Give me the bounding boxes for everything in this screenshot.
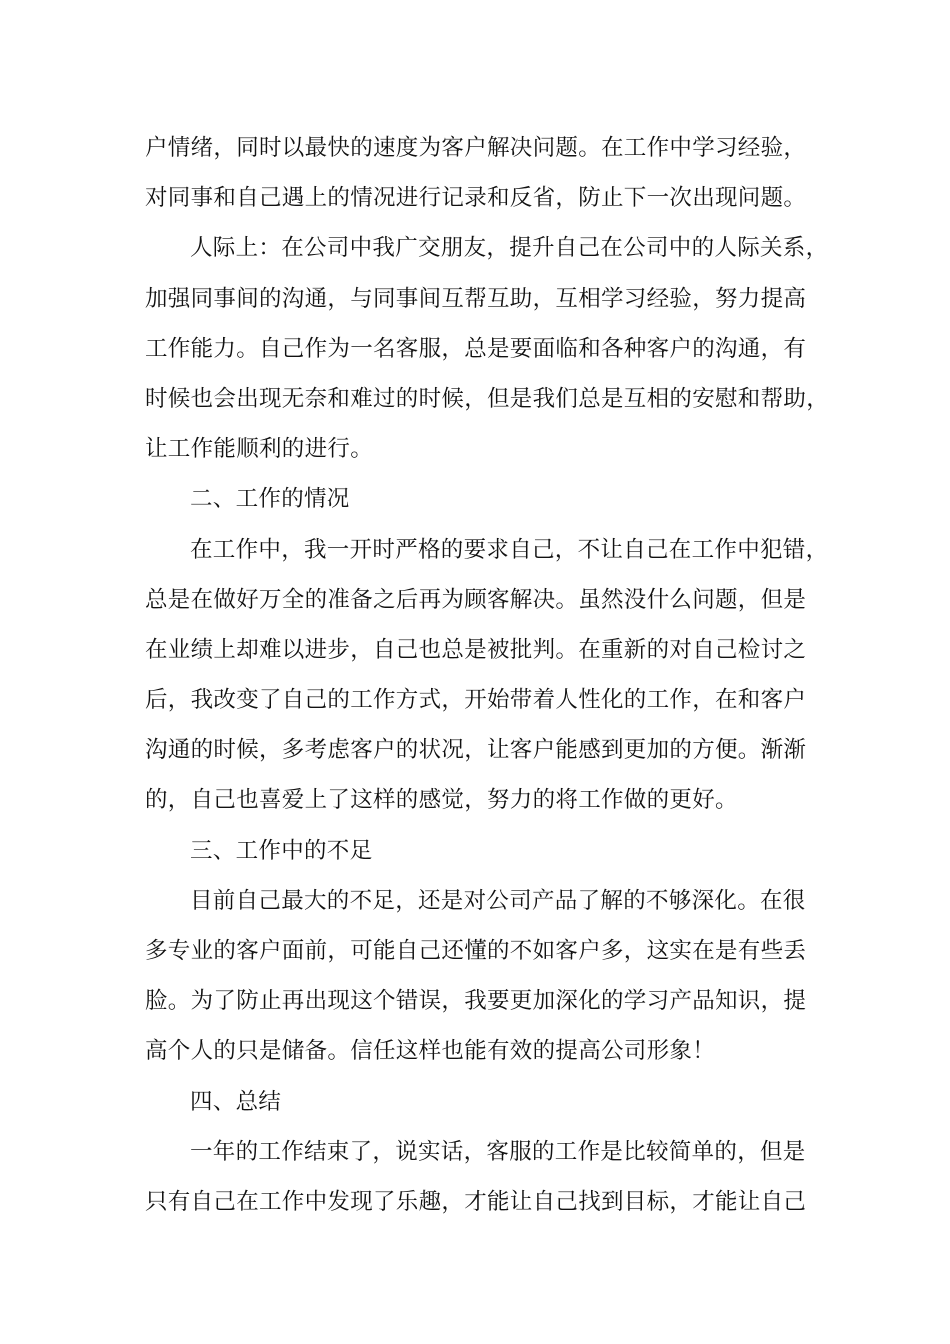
text-line: 时候也会出现无奈和难过的时候，但是我们总是互相的安慰和帮助， <box>145 385 830 412</box>
paragraph-first-line: 三、工作中的不足 <box>190 837 373 864</box>
text-line: 让工作能顺利的进行。 <box>145 436 374 463</box>
paragraph-first-line: 在工作中，我一开时严格的要求自己，不让自己在工作中犯错， <box>190 536 829 563</box>
text-line: 对同事和自己遇上的情况进行记录和反省，防止下一次出现问题。 <box>145 185 807 212</box>
text-line: 高个人的只是储备。信任这样也能有效的提高公司形象！ <box>145 1038 716 1065</box>
text-line: 的，自己也喜爱上了这样的感觉，努力的将工作做的更好。 <box>145 787 738 814</box>
paragraph-first-line: 二、工作的情况 <box>190 486 350 513</box>
paragraph-first-line: 四、总结 <box>190 1088 282 1115</box>
paragraph-first-line: 人际上：在公司中我广交朋友，提升自己在公司中的人际关系， <box>190 235 829 262</box>
paragraph-first-line: 一年的工作结束了，说实话，客服的工作是比较简单的，但是 <box>190 1138 806 1165</box>
text-line: 只有自己在工作中发现了乐趣，才能让自己找到目标，才能让自己 <box>145 1188 807 1215</box>
text-line: 沟通的时候，多考虑客户的状况，让客户能感到更加的方便。渐渐 <box>145 737 807 764</box>
text-line: 多专业的客户面前，可能自己还懂的不如客户多，这实在是有些丢 <box>145 938 807 964</box>
text-line: 加强同事间的沟通，与同事间互帮互助，互相学习经验，努力提高 <box>145 285 807 312</box>
text-line: 后，我改变了自己的工作方式，开始带着人性化的工作，在和客户 <box>145 687 807 714</box>
text-line: 在业绩上却难以进步，自己也总是被批判。在重新的对自己检讨之 <box>145 636 807 663</box>
document-body <box>145 123 830 1227</box>
text-line: 总是在做好万全的准备之后再为顾客解决。虽然没什么问题，但是 <box>145 586 807 613</box>
text-line: 户情绪，同时以最快的速度为客户解决问题。在工作中学习经验， <box>145 135 807 161</box>
text-line: 工作能力。自己作为一名客服，总是要面临和各种客户的沟通，有 <box>145 335 807 362</box>
paragraph-first-line: 目前自己最大的不足，还是对公司产品了解的不够深化。在很 <box>190 887 806 914</box>
text-line: 脸。为了防止再出现这个错误，我要更加深化的学习产品知识，提 <box>145 988 807 1015</box>
